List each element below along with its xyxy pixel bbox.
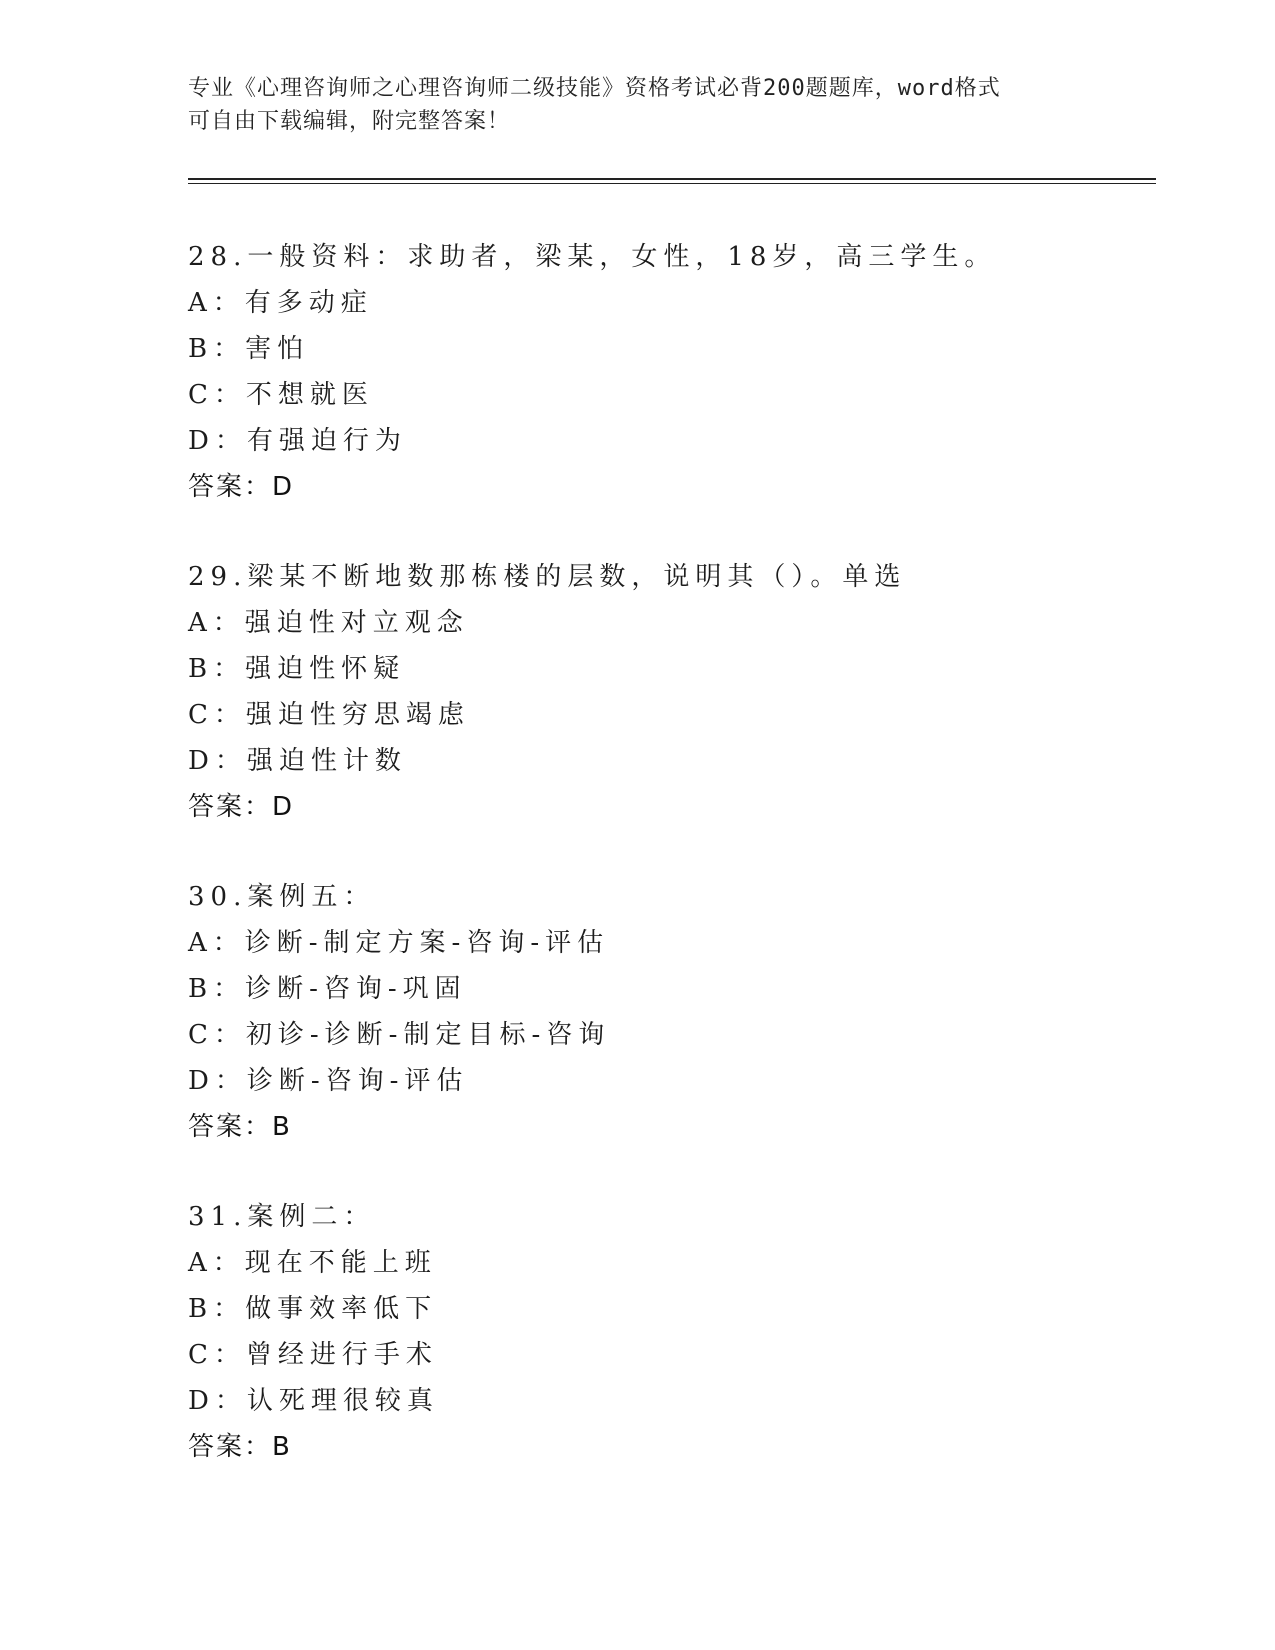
answer: 答案：B [188,1432,292,1462]
option-a: A：现在不能上班 [188,1248,437,1278]
option-a: A：有多动症 [188,288,373,318]
option-b: B：害怕 [188,334,310,364]
option-b: B：强迫性怀疑 [188,654,406,684]
question-28 [188,234,1156,510]
answer: 答案：D [188,792,295,822]
option-c: C：初诊-诊断-制定目标-咨询 [188,1020,611,1050]
question-stem: 31.案例二： [188,1202,376,1232]
question-stem: 28.一般资料：求助者，梁某，女性，18岁，高三学生。 [188,242,997,272]
option-d: D：有强迫行为 [188,426,407,456]
option-c: C：强迫性穷思竭虑 [188,700,470,730]
answer: 答案：D [188,472,295,502]
option-d: D：强迫性计数 [188,746,407,776]
option-c: C：曾经进行手术 [188,1340,438,1370]
question-29 [188,554,1156,830]
option-b: B：诊断-咨询-巩固 [188,974,467,1004]
option-d: D：认死理很较真 [188,1386,439,1416]
option-b: B：做事效率低下 [188,1294,438,1324]
question-31 [188,1194,1156,1470]
header-line-1: 专业《心理咨询师之心理咨询师二级技能》资格考试必背200题题库，word格式 [188,76,1001,101]
answer: 答案：B [188,1112,292,1142]
question-stem: 30.案例五： [188,882,376,912]
option-a: A：强迫性对立观念 [188,608,469,638]
option-d: D：诊断-咨询-评估 [188,1066,469,1096]
question-30 [188,874,1156,1150]
option-a: A：诊断-制定方案-咨询-评估 [188,928,610,958]
option-c: C：不想就医 [188,380,374,410]
document-header [188,72,1088,138]
header-line-2: 可自由下载编辑，附完整答案！ [188,109,511,134]
header-divider-thick [188,178,1156,180]
header-divider-thin [188,183,1156,184]
question-stem: 29.梁某不断地数那栋楼的层数，说明其（）。单选 [188,562,907,592]
